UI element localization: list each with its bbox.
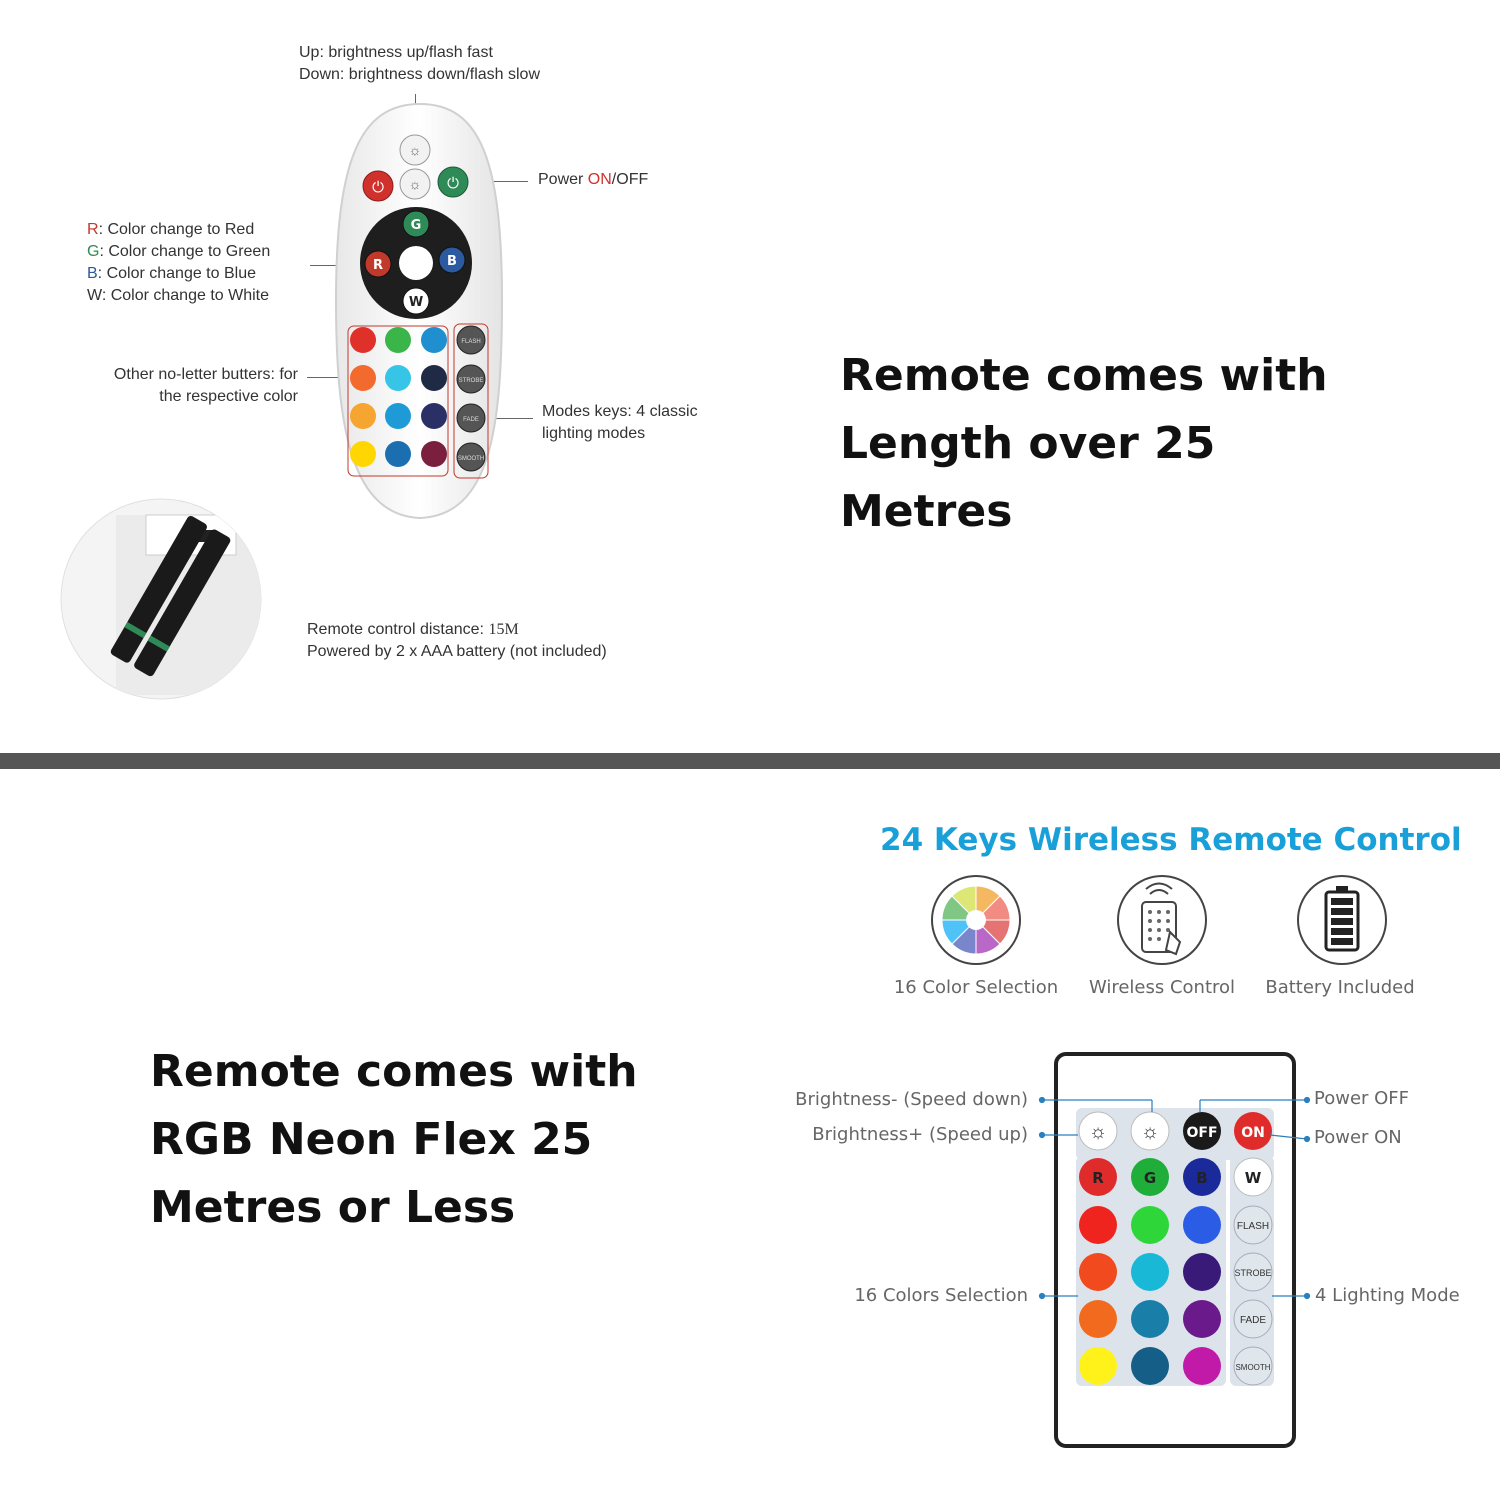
color-key[interactable] xyxy=(350,403,376,429)
sun-icon: ☼ xyxy=(408,142,422,158)
svg-text:G: G xyxy=(410,218,422,233)
svg-text:FLASH: FLASH xyxy=(1236,1221,1270,1232)
svg-text:FADE: FADE xyxy=(1239,1315,1267,1326)
color-key[interactable] xyxy=(421,365,447,391)
bottom-headline: Remote comes with RGB Neon Flex 25 Metres or Less xyxy=(150,1046,638,1233)
color-key[interactable] xyxy=(385,327,411,353)
battery-icon xyxy=(1294,872,1390,968)
svg-text:SMOOTH: SMOOTH xyxy=(1235,1363,1271,1372)
power-note xyxy=(538,169,648,191)
svg-text:R: R xyxy=(1092,1169,1104,1187)
battery-note: Remote control distance: 15M Powered by 2 x AAA battery (not included) xyxy=(307,621,607,660)
center-white-dot xyxy=(399,246,433,280)
brightness-note-line2: Down: brightness down/flash slow xyxy=(299,66,541,83)
callout-leaders xyxy=(1030,1090,1330,1310)
battery-compartment-photo xyxy=(56,495,271,705)
power-note-on: ON xyxy=(587,171,612,188)
svg-text:B: B xyxy=(447,254,457,269)
color-key[interactable] xyxy=(385,441,411,467)
section-divider xyxy=(0,753,1500,769)
sun-icon: ☼ xyxy=(408,176,422,192)
color-key[interactable] xyxy=(421,403,447,429)
feature-label-wireless: Wireless Control xyxy=(1088,977,1236,998)
wireless-remote-icon xyxy=(1114,872,1210,968)
svg-text:R: R xyxy=(372,258,384,273)
feature-label-colors: 16 Color Selection xyxy=(893,977,1059,998)
svg-text:STROBE: STROBE xyxy=(458,378,484,384)
color-key[interactable] xyxy=(1131,1347,1169,1385)
power-icon: ⏻ xyxy=(447,175,459,192)
oval-remote xyxy=(330,100,510,530)
feature-label-battery: Battery Included xyxy=(1265,977,1415,998)
color-key[interactable] xyxy=(1079,1347,1117,1385)
svg-text:W: W xyxy=(408,295,424,310)
power-icon: ⏻ xyxy=(372,179,384,196)
other-buttons-note: Other no-letter butters: for the respective color xyxy=(113,366,298,405)
color-wheel-icon xyxy=(928,872,1024,968)
svg-text:STROBE: STROBE xyxy=(1234,1268,1272,1278)
svg-text:OFF: OFF xyxy=(1186,1125,1218,1141)
remote-title: 24 Keys Wireless Remote Control xyxy=(880,822,1462,858)
color-note-red: R: Color change to Red xyxy=(87,221,255,238)
color-key[interactable] xyxy=(385,403,411,429)
svg-text:ON: ON xyxy=(1241,1125,1265,1141)
color-notes xyxy=(87,219,270,307)
brightness-note-line1: Up: brightness up/flash fast xyxy=(299,44,493,61)
color-key[interactable] xyxy=(385,365,411,391)
power-note-prefix: Power xyxy=(538,171,588,188)
sun-icon: ☼ xyxy=(1140,1121,1160,1143)
color-key[interactable] xyxy=(350,327,376,353)
color-key[interactable] xyxy=(1183,1347,1221,1385)
svg-text:G: G xyxy=(1143,1169,1157,1187)
svg-text:FADE: FADE xyxy=(463,417,479,423)
svg-text:W: W xyxy=(1244,1169,1262,1187)
color-note-white: W: Color change to White xyxy=(87,287,270,304)
distance-value: 15M xyxy=(488,621,519,638)
svg-text:B: B xyxy=(1196,1169,1208,1187)
svg-text:FLASH: FLASH xyxy=(461,339,481,345)
svg-text:SMOOTH: SMOOTH xyxy=(457,456,485,462)
callout-modes: 4 Lighting Mode xyxy=(1315,1285,1460,1306)
top-headline: Remote comes with Length over 25 Metres xyxy=(840,350,1328,537)
callout-brightness-up: Brightness+ (Speed up) xyxy=(812,1124,1028,1145)
color-key[interactable] xyxy=(350,365,376,391)
modes-note: Modes keys: 4 classic lighting modes xyxy=(542,403,698,442)
color-key[interactable] xyxy=(421,441,447,467)
color-note-green: G: Color change to Green xyxy=(87,243,271,260)
color-note-blue: B: Color change to Blue xyxy=(87,265,256,282)
callout-power-on: Power ON xyxy=(1314,1127,1402,1148)
color-key[interactable] xyxy=(350,441,376,467)
power-note-suffix: /OFF xyxy=(611,171,649,188)
callout-colors: 16 Colors Selection xyxy=(854,1285,1028,1306)
callout-brightness-down: Brightness- (Speed down) xyxy=(795,1089,1028,1110)
color-key[interactable] xyxy=(421,327,447,353)
brightness-note xyxy=(299,42,540,86)
callout-power-off: Power OFF xyxy=(1314,1088,1410,1109)
sun-icon: ☼ xyxy=(1088,1121,1108,1143)
